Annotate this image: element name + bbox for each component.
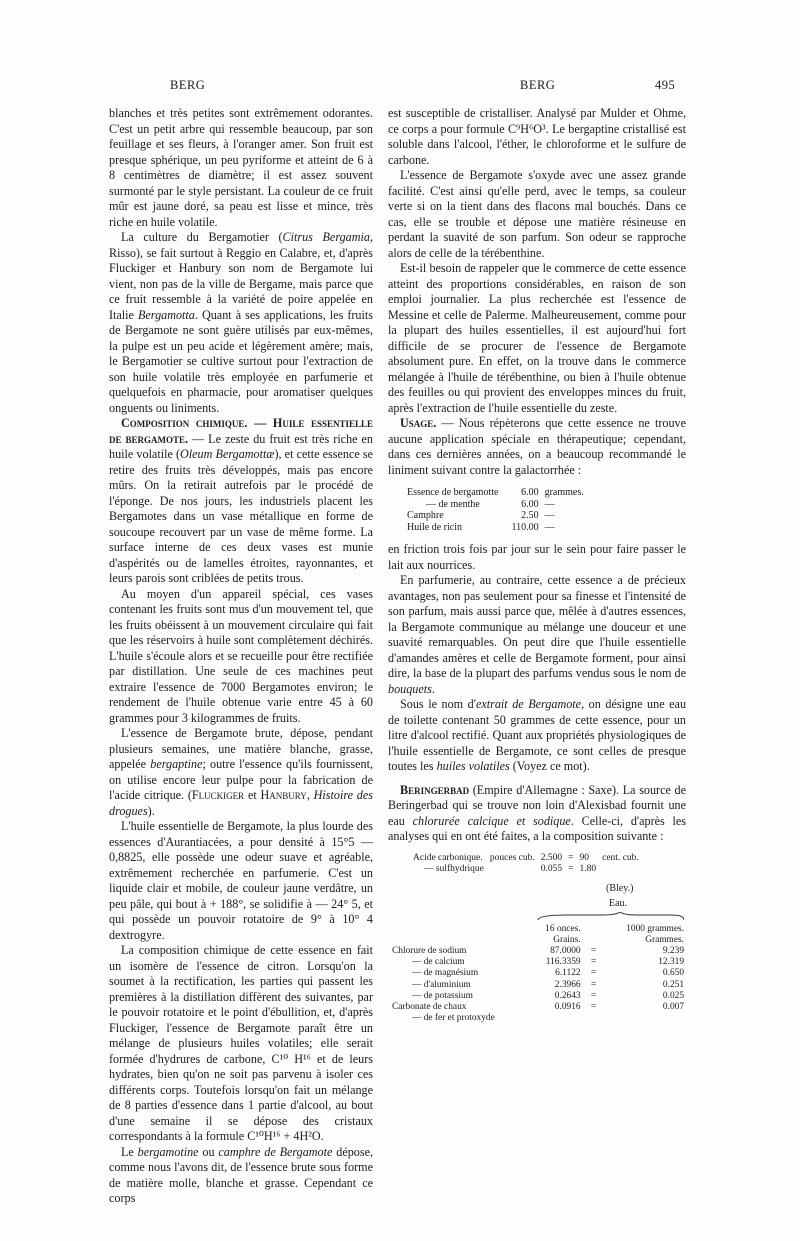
paragraph: L'huile essentielle de Bergamote, la plus lourde des essences d'Aurantiacées, a pour densité à 15°5 — 0,8825, elle possède une odeur suave et agréable, extrêmement recherchée en parfumerie. C'est un liquide clair et mobile, de couleur jaune verdâtre, un peu pâle, qui bout à + 188°, se solidifie à — 24° 5, et qui possède un pouvoir rotatoire de 9° à 10° 4 dextrogyre. [109, 819, 373, 942]
table-row: — de fer et protoxyde [412, 1013, 495, 1024]
paragraph: Au moyen d'un appareil spécial, ces vases contenant les fruits sont mus d'un mouvement tel, que les fruits obéissent à un mouvement circulaire qui fait que les réservoirs à huile sont complètement déchirés. L'huile s'écoule alors et se recueille pour être rectifiée par distillation. Une seule de ces machines peut extraire l'essence de 7000 Bergamotes environ; le rendement de l'huile obtenue varie entre 45 à 60 grammes pour 3 kilogrammes de fruits. [109, 586, 373, 725]
table-header-row: Grains. Grammes. [553, 934, 684, 945]
table-row: Carbonate de chaux 0.0916 = 0.007 [392, 1001, 684, 1012]
section-label: Composition chimique. — Huile essentielle de bergamote. [109, 416, 373, 446]
paragraph: Est-il besoin de rappeler que le commerce de cette essence atteint des proportions considérables, en raison de son emploi journalier. La plus recherchée est l'essence de Messine et celle de Palerme. Malheureusement, comme pour la plupart des huiles essentielles, il est aujourd'hui fort difficile de se procurer de l'essence de Bergamote absolument pure. En effet, on la trouve dans le commerce mélangée à l'huile de térébenthine, ou bien à l'huile obtenue des feuilles ou qui provient des enveloppes minces du fruit, après l'extraction de l'huile essentielle du zeste. [388, 261, 686, 415]
table-row: — de menthe 6.00 — [426, 498, 555, 510]
table-row: Camphre 2.50 — [407, 510, 555, 521]
paragraph: Sous le nom d'extrait de Bergamote, on désigne une eau de toilette contenant 50 grammes de cette essence, pour un litre d'alcool rectifié. Quant aux propriétés physiologiques de l'huile essentielle de Bergamote, ce sont celles de presque toutes les huiles volatiles (Voyez ce mot). [388, 697, 687, 773]
source-citation: (Bley.) [606, 882, 634, 894]
paragraph: L'essence de Bergamote brute, dépose, pendant plusieurs semaines, une matière blanche, grasse, appelée bergaptine; outre l'essence qu'ils fournissent, on utilise encore leur pulpe pour la fabrication de l'acide citrique. (Fluckiger et Hanbury, Histoire des drogues). [109, 726, 373, 818]
recipe-table [404, 487, 587, 533]
table-row: Essence de bergamotte 6.00 grammes. [407, 487, 584, 498]
table-row: Chlorure de sodium 87.0000 = 9.239 [392, 945, 684, 956]
paragraph: blanches et très petites sont extrêmement odorantes. C'est un petit arbre qui ressemble beaucoup, par son feuillage et ses fleurs, à l'oranger amer. Son fruit est presque sphérique, un peu pyriforme et atteint de 6 à 8 centimètres de diamètre; il est assez souvent surmonté par le style persistant. La couleur de ce fruit mûr est jaune doré, sa peau est lisse et mince, très riche en huile volatile. [109, 106, 373, 229]
paragraph: en friction trois fois par jour sur le sein pour faire passer le lait aux nourrices. [388, 542, 686, 572]
table-header-row: 16 onces. 1000 grammes. [545, 923, 684, 934]
paragraph: Le bergamotine ou camphre de Bergamote dépose, comme nous l'avons dit, de l'essence brute sous forme de matière molle, blanche et grasse. Cependant ce corps [109, 1144, 373, 1205]
table-row: — d'aluminium 2.3966 = 0.251 [412, 979, 684, 990]
table-row: Acide carbonique. pouces cub. 2.500 = 90 cent. cub. [413, 852, 639, 863]
table-row: Huile de ricin 110.00 — [407, 521, 555, 533]
table-row: — sulfhydrique 0.055 = 1.80 [424, 863, 597, 874]
page-number: 495 [655, 78, 676, 92]
running-head-left: BERG [170, 78, 206, 92]
section-label: Usage. [400, 416, 437, 430]
paragraph: Beringerbad (Empire d'Allemagne : Saxe). La source de Beringerbad qui se trouve non loin d'Alexisbad fournit une eau chlorurée calcique et sodique. Celle-ci, d'après les analyses qui en ont été faites, a la composition suivante : [388, 782, 686, 843]
mineral-table [390, 924, 686, 1025]
paragraph: La culture du Bergamotier (Citrus Bergamia, Risso), se fait surtout à Reggio en Calabre, et, d'après Fluckiger et Hanbury son nom de Bergamote lui vient, non pas de la ville de Bergame, mais parce que ce fruit ressemble à la variété de poire appelée en Italie Bergamotta. Quant à ses applications, les fruits de Bergamote ne sont guère utilisés par eux-mêmes, la pulpe est un peu acide et légèrement amère; mais, le Bergamotier se cultive surtout pour l'extraction de son huile volatile très employée en parfumerie et quelquefois en pharmacie, pour aromatiser quelques onguents ou liniments. [109, 230, 373, 415]
running-head-center: BERG [520, 78, 556, 92]
gas-table [410, 853, 642, 875]
table-row: — de calcium 116.3359 = 12.319 [412, 957, 684, 968]
water-heading: Eau. [608, 898, 628, 909]
paragraph: Usage. — Nous répèterons que cette essence ne trouve aucune application spéciale en thérapeutique; cependant, dans ces dernières années, on a beaucoup recommandé le liniment suivant contre la galactorrhée : [388, 416, 686, 477]
paragraph: En parfumerie, au contraire, cette essence a de précieux avantages, non pas seulement pour sa finesse et l'intensité de son parfum, mais aussi parce que, mêlée à d'autres essences, la Bergamote communique au mélange une douceur et une suavité remarquables. On peut dire que l'huile essentielle d'amandes amères et celle de Bergamote forment, pour ainsi dire, la base de la plupart des parfums vendus sous le nom de bouquets. [388, 573, 686, 696]
right-column [388, 106, 686, 1024]
section-label: Beringerbad [400, 782, 470, 797]
paragraph: L'essence de Bergamote s'oxyde avec une assez grande facilité. C'est ainsi qu'elle perd, avec le temps, sa couleur verte si on la tient dans des flacons mal bouchés. Dans ce cas, elle se trouble et dépose une matière résineuse en perdant la suavité de son parfum. Son odeur se rapproche alors de celle de la térébenthine. [388, 168, 686, 260]
paragraph: est susceptible de cristalliser. Analysé par Mulder et Ohme, ce corps a pour formule C⁹H⁶O³. Le bergaptine cristallisé est soluble dans l'alcool, l'éther, le chloroforme et le sulfure de carbone. [388, 106, 686, 167]
table-row: — de potassium 0.2643 = 0.025 [412, 990, 684, 1001]
paragraph: La composition chimique de cette essence en fait un isomère de l'essence de citron. Lorsqu'on la soumet à la rectification, les parties qui passent les premières à la distillation diffèrent des suivantes, par le pouvoir rotatoire et le point d'ébullition, et, d'après Fluckiger, l'essence de Bergamote paraît être un mélange de plusieurs huiles volatiles; elle serait formée d'hydrures de carbone, C¹⁰ H¹⁶ et de leurs hydrates, bien qu'on ne soit pas parvenu à isoler ces différents corps. Toutefois lorsqu'on fait un mélange de 8 parties d'essence dans 1 partie d'alcool, au bout d'une semaine il se dépose des cristaux correspondants à la formule C¹⁰H¹⁶ + 4H²O. [109, 943, 373, 1143]
paragraph: Composition chimique. — Huile essentielle de bergamote. — Le zeste du fruit est très riche en huile volatile (Oleum Bergamottæ), et cette essence se retire des fruits très développés, mais pas encore mûrs. On la retirait autrefois par le procédé de l'éponge. De nos jours, les industriels placent les Bergamotes dans un vase métallique en forme de soucoupe recouvert par un vase de même forme. La surface interne de ces deux vases est munie d'aspérités ou de lamelles étroites, rayonnantes, et leurs parois sont criblées de petits trous. [109, 416, 373, 585]
table-row: — de magnésium 6.1122 = 0.650 [412, 968, 684, 979]
brace-divider [388, 912, 684, 922]
left-column [109, 106, 373, 1207]
